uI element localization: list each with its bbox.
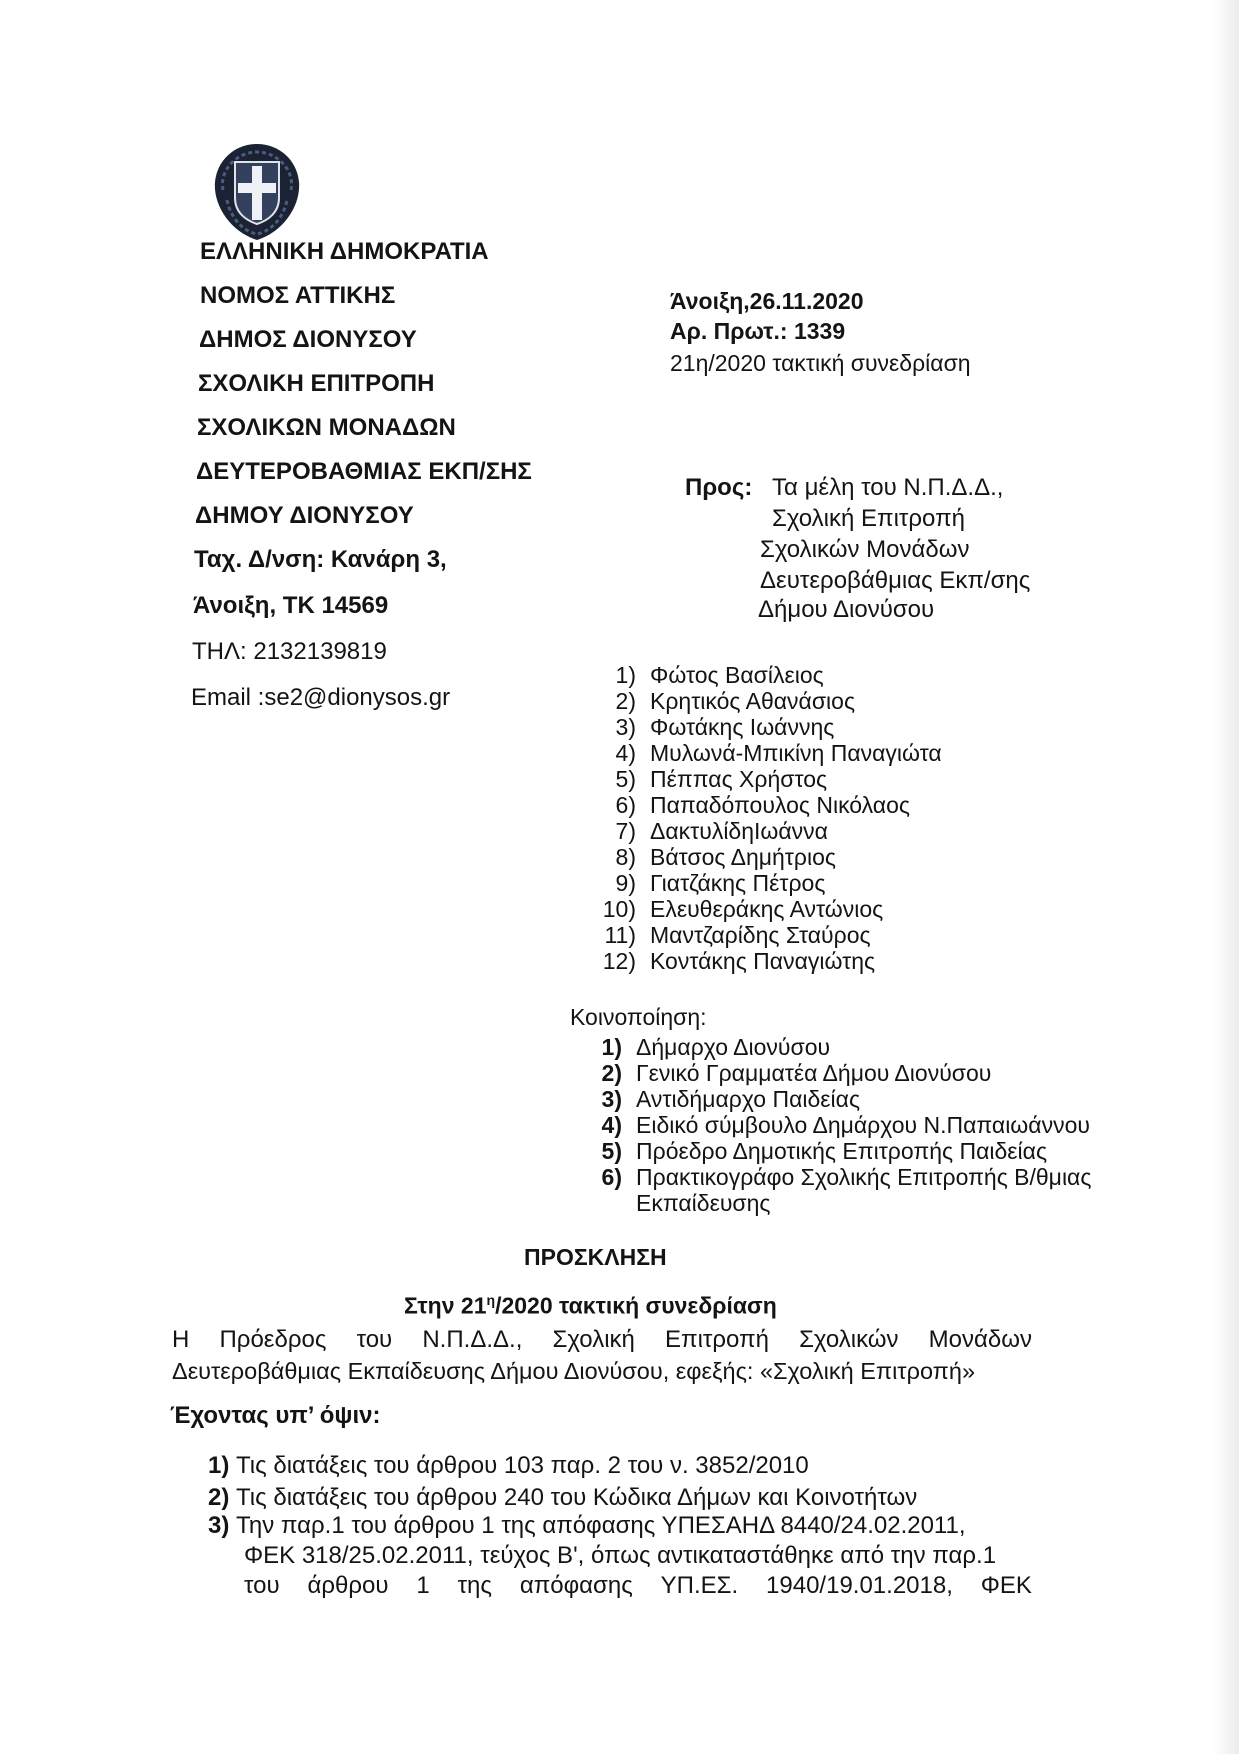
cc-text: Πρόεδρο Δημοτικής Επιτροπής Παιδείας [636, 1138, 1048, 1164]
member-number: 3) [615, 714, 636, 740]
member-name: Πέππας Χρήστος [650, 766, 828, 792]
point-word: ΥΠ.ΕΣ. [660, 1572, 739, 1599]
member-item [600, 792, 910, 819]
member-name: Παπαδόπουλος Νικόλαος [650, 792, 910, 818]
member-item [600, 740, 942, 767]
cc-label: Κοινοποίηση: [570, 1004, 707, 1030]
member-item [600, 922, 871, 949]
cc-item [586, 1164, 1091, 1191]
cc-item [586, 1034, 830, 1061]
member-number: 8) [615, 844, 636, 870]
legal-point-continuation: ΦΕΚ 318/25.02.2011, τεύχος Β', όπως αντικαταστάθηκε από την παρ.1 [244, 1542, 997, 1569]
cc-item-continuation: Εκπαίδευσης [636, 1190, 771, 1216]
considering-heading: Έχοντας υπ’ όψιν: [170, 1402, 381, 1429]
sender-line: ΕΛΛΗΝΙΚΗ ΔΗΜΟΚΡΑΤΙΑ [200, 238, 489, 265]
point-text: Τις διατάξεις του άρθρου 240 του Κώδικα Δήμων και Κοινοτήτων [236, 1484, 918, 1511]
cc-text: Πρακτικογράφο Σχολικής Επιτροπής Β/θμιας [636, 1164, 1092, 1190]
cc-item [586, 1112, 1090, 1139]
member-item [600, 896, 883, 923]
member-name: Γιατζάκης Πέτρος [650, 870, 826, 896]
intro-word: Μονάδων [928, 1326, 1032, 1353]
member-number: 1) [615, 662, 636, 688]
intro-word: Σχολικών [799, 1326, 899, 1353]
cc-text: Αντιδήμαρχο Παιδείας [636, 1086, 861, 1112]
sender-address: Ταχ. Δ/νση: Κανάρη 3, [194, 546, 447, 573]
point-number: 3) [208, 1512, 230, 1539]
point-word: 1 [416, 1572, 430, 1599]
subtitle-text: /2020 τακτική συνεδρίαση [495, 1292, 777, 1319]
invitation-subtitle [404, 1292, 777, 1320]
member-number: 4) [615, 740, 636, 766]
cc-number: 4) [601, 1112, 622, 1138]
sender-email: Email :se2@dionysos.gr [191, 684, 451, 711]
intro-word: Πρόεδρος [219, 1326, 327, 1353]
member-name: ΔακτυλίδηΙωάννα [650, 818, 828, 844]
intro-word: Επιτροπή [665, 1326, 769, 1353]
point-word: του [244, 1572, 280, 1599]
member-item [600, 662, 824, 689]
point-text: Την παρ.1 του άρθρου 1 της απόφασης ΥΠΕΣΑΗΔ 8440/24.02.2011, [236, 1512, 966, 1539]
member-item [600, 688, 855, 715]
cc-item [586, 1086, 860, 1113]
subtitle-text: Στην 21 [404, 1292, 487, 1319]
cc-number: 1) [601, 1034, 622, 1060]
cc-number: 6) [601, 1164, 622, 1190]
member-number: 7) [615, 818, 636, 844]
sender-line: ΝΟΜΟΣ ΑΤΤΙΚΗΣ [200, 282, 396, 309]
point-word: άρθρου [307, 1572, 389, 1599]
protocol-number: Αρ. Πρωτ.: 1339 [670, 318, 846, 344]
member-name: Φώτος Βασίλειος [650, 662, 824, 688]
intro-word: του [356, 1326, 393, 1353]
recipient-label: Προς: [685, 474, 753, 501]
intro-line [172, 1326, 1032, 1354]
intro-word: Ν.Π.Δ.Δ., [422, 1326, 523, 1353]
member-number: 11) [604, 922, 636, 948]
member-name: Κοντάκης Παναγιώτης [650, 948, 876, 974]
member-number: 10) [602, 896, 636, 922]
cc-number: 5) [601, 1138, 622, 1164]
member-item [600, 948, 875, 975]
cc-text: Ειδικό σύμβουλο Δημάρχου Ν.Παπαιωάννου [636, 1112, 1090, 1138]
member-number: 6) [615, 792, 636, 818]
member-number: 9) [615, 870, 636, 896]
recipient-line: Τα μέλη του Ν.Π.Δ.Δ., [772, 474, 1004, 501]
point-word: απόφασης [519, 1572, 633, 1599]
legal-point-continuation [244, 1572, 1032, 1600]
member-number: 5) [615, 766, 636, 792]
member-name: Κρητικός Αθανάσιος [650, 688, 856, 714]
sender-line: ΔΗΜΟΥ ΔΙΟΝΥΣΟΥ [195, 502, 414, 529]
member-item [600, 818, 828, 845]
intro-word: Σχολική [552, 1326, 635, 1353]
member-number: 12) [602, 948, 636, 974]
member-name: Βάτσος Δημήτριος [650, 844, 836, 870]
legal-point [208, 1484, 917, 1512]
legal-point [208, 1512, 966, 1540]
cc-number: 2) [601, 1060, 622, 1086]
intro-line: Δευτεροβάθμιας Εκπαίδευσης Δήμου Διονύσου, εφεξής: «Σχολική Επιτροπή» [172, 1358, 976, 1384]
recipient-line: Σχολική Επιτροπή [772, 505, 965, 532]
cc-number: 3) [601, 1086, 622, 1112]
sender-line: ΣΧΟΛΙΚΩΝ ΜΟΝΑΔΩΝ [197, 414, 456, 441]
member-name: Ελευθεράκης Αντώνιος [650, 896, 884, 922]
member-item [600, 766, 827, 793]
sender-town: Άνοιξη, ΤΚ 14569 [193, 592, 389, 619]
member-name: Φωτάκης Ιωάννης [650, 714, 835, 740]
point-text: Τις διατάξεις του άρθρου 103 παρ. 2 του ν. 3852/2010 [236, 1452, 809, 1479]
member-name: Μυλωνά-Μπικίνη Παναγιώτα [650, 740, 942, 766]
sender-line: ΔΗΜΟΣ ΔΙΟΝΥΣΟΥ [199, 326, 417, 353]
sender-line: ΣΧΟΛΙΚΗ ΕΠΙΤΡΟΠΗ [198, 370, 435, 397]
sender-phone: ΤΗΛ: 2132139819 [192, 638, 387, 665]
scan-edge [1213, 0, 1239, 1754]
point-word: της [457, 1572, 492, 1599]
cc-text: Γενικό Γραμματέα Δήμου Διονύσου [636, 1060, 992, 1086]
sender-line: ΔΕΥΤΕΡΟΒΑΘΜΙΑΣ ΕΚΠ/ΣΗΣ [196, 458, 532, 485]
session-label: 21η/2020 τακτική συνεδρίαση [670, 350, 971, 376]
member-name: Μαντζαρίδης Σταύρος [650, 922, 871, 948]
cc-item [586, 1060, 991, 1087]
member-item [600, 714, 834, 741]
invitation-title: ΠΡΟΣΚΛΗΣΗ [524, 1244, 667, 1270]
recipient-line: Δευτεροβάθμιας Εκπ/σης [760, 567, 1031, 594]
member-item [600, 844, 836, 871]
member-number: 2) [615, 688, 636, 714]
cc-text: Δήμαρχο Διονύσου [636, 1034, 831, 1060]
legal-point [208, 1452, 809, 1480]
point-number: 1) [208, 1452, 230, 1479]
point-number: 2) [208, 1484, 230, 1511]
hellenic-republic-emblem-icon [205, 140, 309, 244]
recipient-line: Δήμου Διονύσου [758, 596, 935, 623]
subtitle-superscript: η [486, 1292, 496, 1308]
point-word: 1940/19.01.2018, [766, 1572, 953, 1599]
point-word: ΦΕΚ [980, 1572, 1032, 1599]
cc-item [586, 1138, 1047, 1165]
member-item [600, 870, 825, 897]
intro-word: Η [172, 1326, 190, 1353]
recipient-line: Σχολικών Μονάδων [760, 536, 970, 563]
place-date: Άνοιξη,26.11.2020 [670, 288, 864, 314]
